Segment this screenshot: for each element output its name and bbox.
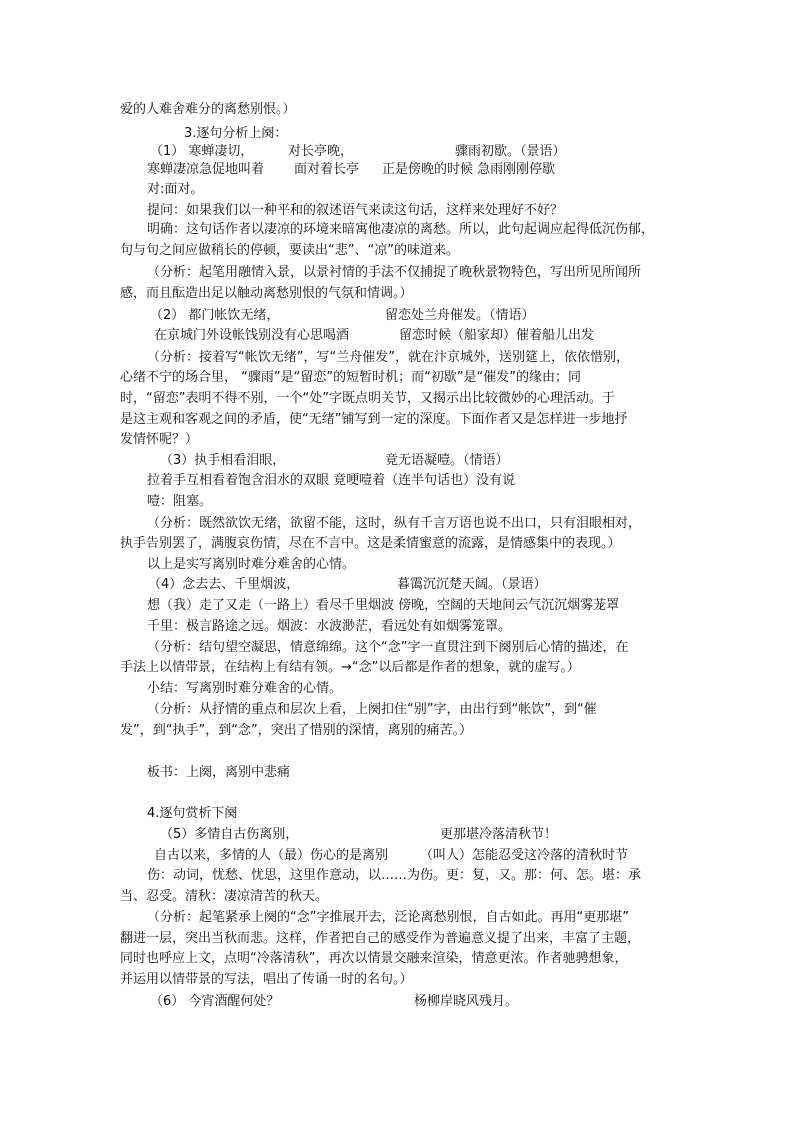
translation-line: 在京城门外设帐饯别没有心思喝酒 [154, 328, 350, 343]
translation-line: 面对着长亭 [294, 162, 360, 177]
note-line: 当、忍受。清秋：凄凉清苦的秋天。 [120, 889, 329, 904]
note-line: 对:面对。 [147, 182, 204, 197]
analysis-line: （分析：起笔用融情入景，以景衬情的手法不仅捕捉了晚秋景物特色，写出所见所闻所 [147, 265, 642, 280]
verse-line: 更那堪冷落清秋节！ [440, 827, 558, 842]
analysis-line: （分析：从抒情的重点和层次上看，上阕扣住“别”字，由出行到“帐饮”，到“催 [147, 702, 597, 717]
analysis-line: （分析：起笔紧承上阕的“念”字推展开去，泛论离愁别恨，自古如此。再用“更那堪” [147, 910, 629, 925]
verse-line: 暮霭沉沉楚天阔。（景语） [397, 577, 547, 592]
verse-line: 骤雨初歇。（景语） [455, 144, 566, 159]
summary-line: 以上是实写离别时难分难舍的心情。 [147, 557, 356, 572]
analysis-line: （分析：结句望空凝思，情意绵绵。这个“念”字一直贯注到下阕别后心情的描述，在 [147, 640, 629, 655]
verse-line: （3）执手相看泪眼， [160, 453, 286, 468]
translation-line: 想（我）走了又走（一路上）看尽千里烟波 傍晚，空阔的天地间云气沉沉烟雾茏罩 [147, 598, 620, 613]
note-line: 噎：阻塞。 [147, 494, 213, 509]
section-heading: 4.逐句赏析下阕 [147, 806, 238, 821]
analysis-line: （分析：接着写“帐饮无绪”，写“兰舟催发”，就在汴京城外，送别筵上，依依惜别， [147, 350, 629, 365]
analysis-line: 翻进一层，突出当秋而悲。这样，作者把自己的感受作为普遍意义提了出来，丰富了主题， [120, 931, 641, 946]
translation-line: 正是傍晚的时候 急雨刚刚停歇 [382, 162, 556, 177]
verse-line: 对长亭晚， [288, 144, 354, 159]
note-line: 千里：极言路途之远。烟波：水波渺茫，看远处有如烟雾笼罩。 [147, 619, 512, 634]
analysis-line: 心绪不宁的场合里， “骤雨”是“留恋”的短暂时机；而“初歇”是“催发”的缘由；同 [120, 370, 582, 385]
verse-line: （2） 都门帐饮无绪， [150, 308, 280, 323]
translation-line: 留恋时候（船家却）催着船儿出发 [399, 328, 595, 343]
translation-line: （叫人）怎能忍受这冷落的清秋时节 [420, 848, 629, 863]
verse-line: （1） 寒蝉凄切， [150, 144, 254, 159]
translation-line: 拉着手互相看着饱含泪水的双眼 竟哽噎着（连半句话也）没有说 [147, 473, 516, 488]
translation-line: 自古以来，多情的人（最）伤心的是离别 [154, 848, 389, 863]
note-line: 伤：动词，忧愁、忧思，这里作意动，以……为伤。更：复，又。那：何、怎。堪：承 [147, 868, 642, 883]
blackboard-summary: 板书：上阕，离别中悲痛 [147, 765, 291, 780]
verse-line: （5）多情自古伤离别， [160, 827, 299, 842]
text-line: 提问：如果我们以一种平和的叙述语气来读这句话，这样来处理好不好？ [147, 203, 564, 218]
verse-line: （4）念去去、千里烟波， [148, 577, 300, 592]
analysis-line: 发”，到“执手”，到“念”，突出了惜别的深情，离别的痛苦。） [120, 723, 473, 738]
analysis-line: 时，“留恋”表明不得不别，一个“处”字既点明关节，又揭示出比较微妙的心理活动。于 [120, 391, 615, 406]
analysis-line: 是这主观和客观之间的矛盾，使“无绪”铺写到一定的深度。下面作者又是怎样进一步地抒 [120, 412, 628, 427]
analysis-line: 并运用以情带景的写法，唱出了传诵一时的名句。） [120, 972, 413, 987]
text-line: 明确：这句话作者以凄凉的环境来暗寓他凄凉的离愁。所以，此句起调应起得低沉伤郁， [147, 222, 655, 237]
text-line: 爱的人难舍难分的离愁别恨。） [120, 102, 296, 117]
verse-line: 竟无语凝噎。（情语） [385, 453, 509, 468]
analysis-line: （分析：既然欲饮无绪，欲留不能，这时，纵有千言万语也说不出口，只有泪眼相对， [147, 516, 642, 531]
analysis-line: 手法上以情带景，在结构上有结有领。→“念”以后都是作者的想象，就的虚写。） [120, 660, 580, 675]
text-line: 句与句之间应做稍长的停顿，要读出“悲”、“凉”的味道来。 [120, 243, 459, 258]
verse-line: （6） 今宵酒醒何处？ [150, 994, 280, 1009]
analysis-line: 执手告别罢了，满腹哀伤情，尽在不言中。这是柔情蜜意的流露，是情感集中的表现。） [120, 536, 621, 551]
analysis-line: 同时也呼应上文，点明“冷落清秋”，再次以情景交融来渲染，情意更浓。作者驰骋想象， [120, 951, 628, 966]
verse-line: 留恋处兰舟催发。（情语） [385, 308, 535, 323]
verse-line: 杨柳岸晓风残月。 [414, 994, 519, 1009]
section-heading: 3.逐句分析上阕： [184, 126, 288, 141]
analysis-line: 发情怀呢？） [120, 432, 199, 447]
translation-line: 寒蝉凄凉急促地叫着 [147, 162, 265, 177]
summary-line: 小结：写离别时难分难舍的心情。 [147, 681, 343, 696]
analysis-line: 感，而且酝造出足以触动离愁别恨的气氛和情调。） [120, 286, 413, 301]
